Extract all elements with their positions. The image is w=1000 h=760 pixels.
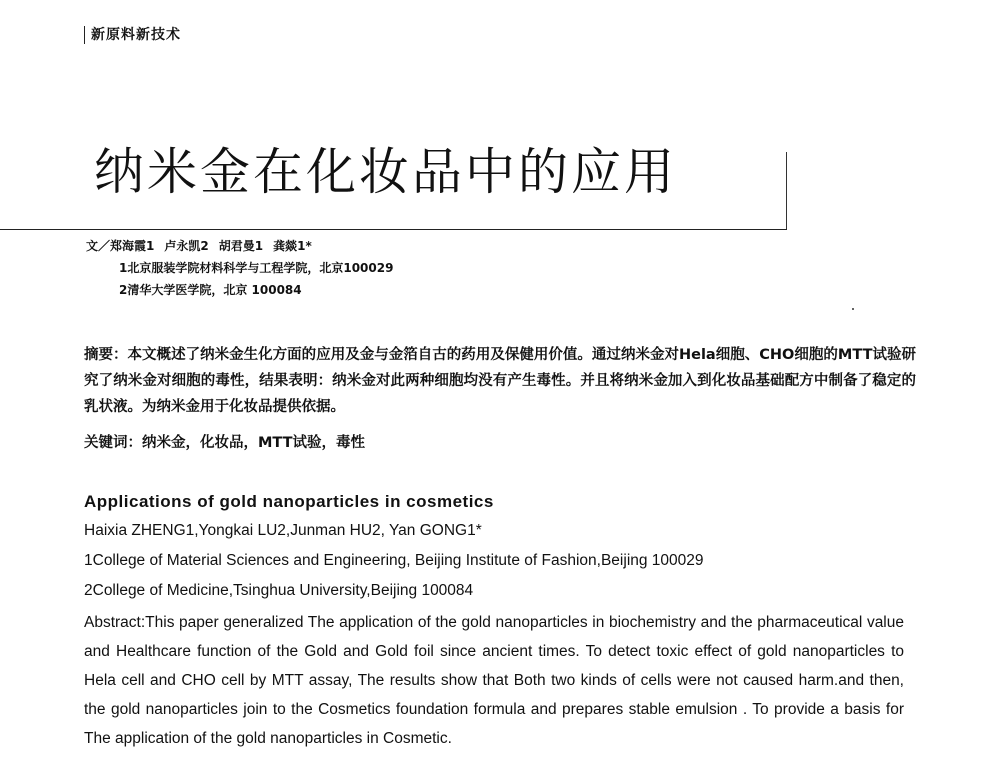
abstract-zh: 摘要：本文概述了纳米金生化方面的应用及金与金箔自古的药用及保健用价值。通过纳米金对Hela细胞、CHO细胞的MTT试验研究了纳米金对细胞的毒性，结果表明：纳米金对此两种细胞均没有产生毒性。并且将纳米金加入到化妆品基础配方中制备了稳定的乳状液。为纳米金用于化妆品提供依据。	[84, 347, 916, 415]
title-frame-horizontal-rule	[0, 229, 787, 230]
affiliation-en-1: 1College of Material Sciences and Engineering, Beijing Institute of Fashion,Beijing 100029	[84, 552, 704, 569]
title-frame-vertical-rule	[786, 152, 787, 230]
author-zh: 卢永凯2	[164, 239, 209, 253]
author-zh: 郑海霞1	[110, 239, 155, 253]
abstract-en: Abstract:This paper generalized The application of the gold nanoparticles in biochemistry and the pharmaceutical value and Healthcare function of the Gold and Gold foil since ancient times. To detect toxic effect of gold nanoparticles to Hela cell and CHO cell by MTT assay, The results show that Both two kinds of cells were not caused harm.and then, the gold nanoparticles join to the Cosmetics foundation formula and prepares stable emulsion . To provide a basis for The application of the gold nanoparticles in Cosmetic.	[84, 614, 904, 747]
column-tag: 新原料新技术	[84, 26, 181, 44]
author-zh: 龚燚1*	[273, 239, 312, 253]
affiliation-zh-2: 2清华大学医学院，北京 100084	[119, 283, 302, 297]
affiliation-zh-1: 1北京服装学院材料科学与工程学院，北京100029	[119, 261, 394, 275]
article-title-en: Applications of gold nanoparticles in cosmetics	[84, 492, 494, 511]
scan-speck	[852, 308, 854, 310]
affiliation-en-2: 2College of Medicine,Tsinghua University,Beijing 100084	[84, 582, 474, 599]
keywords-zh: 关键词：纳米金，化妆品，MTT试验，毒性	[84, 435, 366, 451]
author-zh: 胡君曼1	[218, 239, 264, 253]
article-title-zh: 纳米金在化妆品中的应用	[94, 143, 677, 201]
byline-prefix: 文／	[86, 239, 111, 253]
authors-en: Haixia ZHENG1,Yongkai LU2,Junman HU2, Yan GONG1*	[84, 522, 482, 539]
byline-zh	[86, 236, 312, 256]
